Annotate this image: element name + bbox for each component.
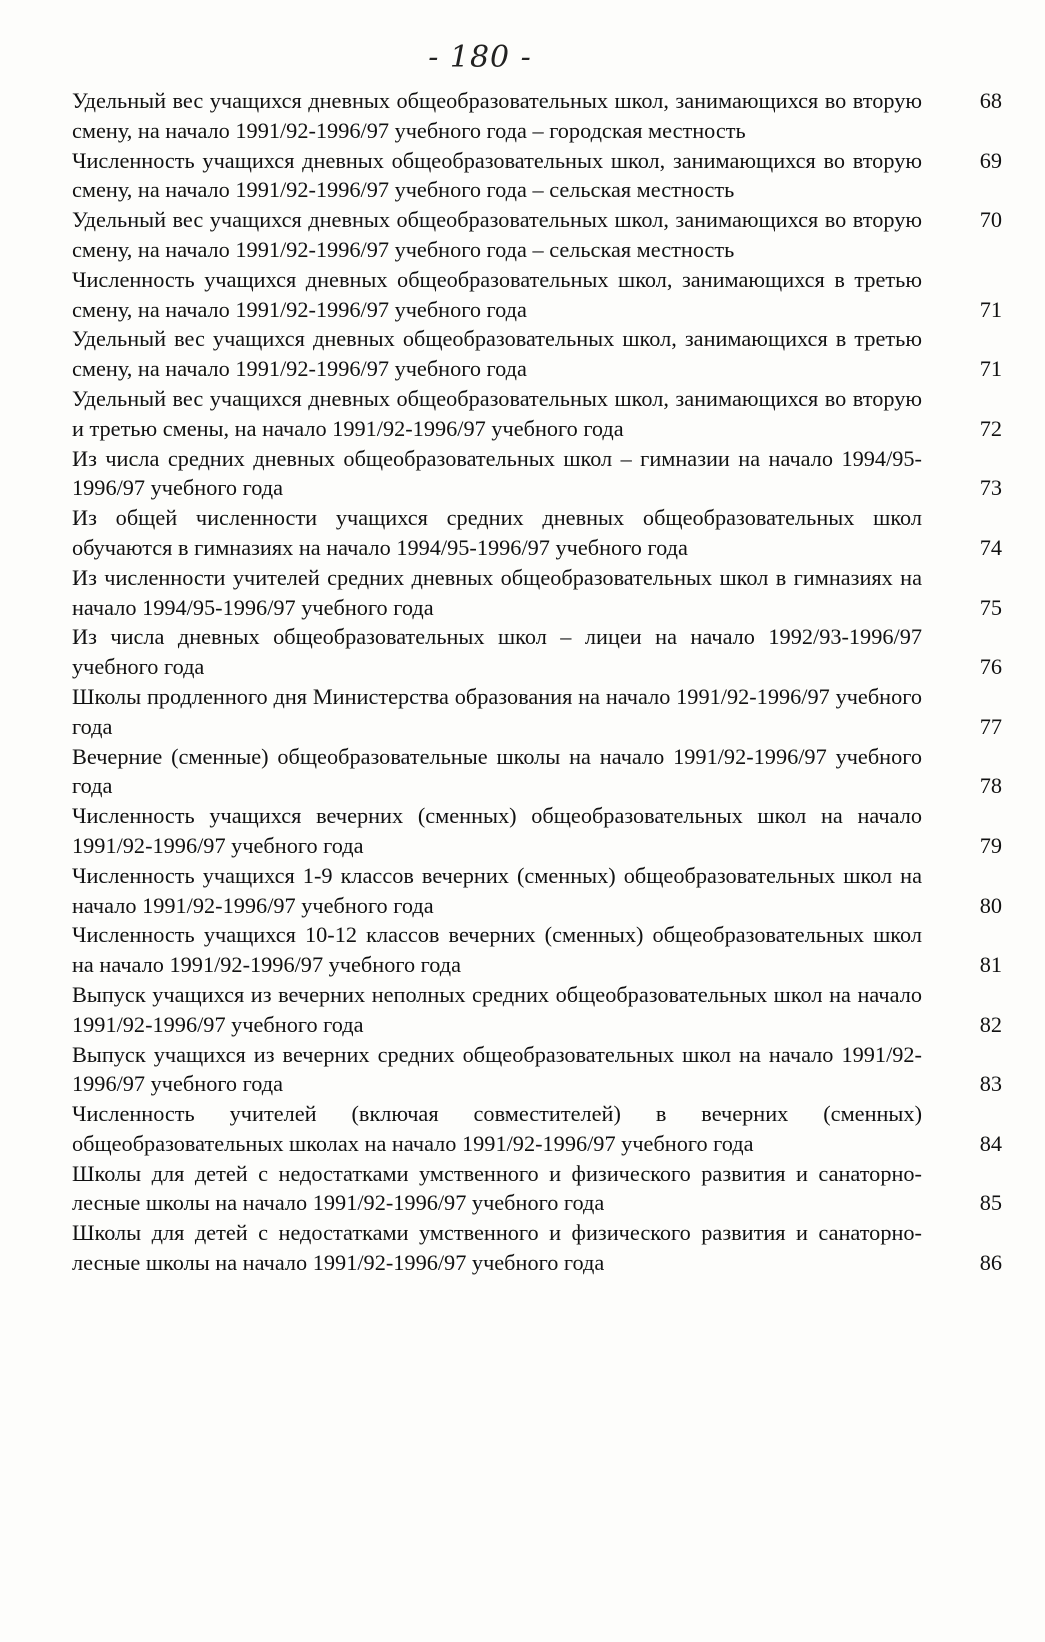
toc-entry-page: 81 bbox=[979, 952, 1002, 978]
page-number: - 180 - bbox=[428, 40, 532, 75]
toc-entry-page: 86 bbox=[979, 1250, 1002, 1276]
toc-entry bbox=[72, 1159, 1002, 1219]
toc-entry-title: Удельный вес учащихся дневных общеобразовательных школ, занимающихся в третью смену, на начало 1991/92-1996/97 учебного года bbox=[72, 326, 922, 382]
toc-entry-page: 71 bbox=[979, 296, 1002, 322]
toc-entry bbox=[72, 324, 1002, 384]
toc-entry-title: Удельный вес учащихся дневных общеобразовательных школ, занимающихся во вторую и третью смены, на начало 1991/92-1996/97 учебного года bbox=[72, 385, 922, 441]
toc-entry bbox=[72, 444, 1002, 504]
toc-entry-title: Удельный вес учащихся дневных общеобразовательных школ, занимающихся во вторую смену, на начало 1991/92-1996/97 учебного года – сельская местность bbox=[72, 207, 922, 262]
toc-entry bbox=[72, 384, 1002, 444]
toc-entry-page: 75 bbox=[979, 594, 1002, 620]
toc-entry-title: Численность учащихся дневных общеобразовательных школ, занимающихся во вторую смену, на начало 1991/92-1996/97 учебного года – сельская местность bbox=[72, 147, 922, 203]
toc-entry-title: Численность учащихся 1-9 классов вечерних (сменных) общеобразовательных школ на начало 1991/92-1996/97 учебного года bbox=[72, 862, 922, 918]
toc-entry-title: Из числа средних дневных общеобразовательных школ – гимназии на начало 1994/95-1996/97 учебного года bbox=[72, 445, 922, 501]
toc-entry bbox=[72, 980, 1002, 1040]
toc-entry bbox=[72, 265, 1002, 325]
toc-entry-title: Удельный вес учащихся дневных общеобразовательных школ, занимающихся во вторую смену, на начало 1991/92-1996/97 учебного года – городская местность bbox=[72, 88, 922, 143]
toc-entry-page: 84 bbox=[979, 1130, 1002, 1156]
toc-entry-page: 72 bbox=[979, 415, 1002, 441]
toc-entry bbox=[72, 920, 1002, 980]
toc-entry-title: Численность учителей (включая совместителей) в вечерних (сменных) общеобразовательных школах на начало 1991/92-1996/97 учебного года bbox=[72, 1101, 922, 1156]
toc-entry bbox=[72, 146, 1002, 206]
toc-entry-title: Численность учащихся дневных общеобразовательных школ, занимающихся в третью смену, на начало 1991/92-1996/97 учебного года bbox=[72, 266, 922, 322]
toc-entry bbox=[72, 1218, 1002, 1278]
toc-entry bbox=[72, 861, 1002, 921]
toc-entry bbox=[72, 682, 1002, 742]
toc-entry bbox=[72, 622, 1002, 682]
toc-entry-page: 80 bbox=[979, 892, 1002, 918]
toc-entry-page: 79 bbox=[979, 832, 1002, 858]
toc-entry-page: 71 bbox=[979, 356, 1002, 382]
toc-entry-page: 77 bbox=[979, 713, 1002, 739]
toc-entry bbox=[72, 801, 1002, 861]
toc-entry-title: Выпуск учащихся из вечерних средних общеобразовательных школ на начало 1991/92-1996/97 учебного года bbox=[72, 1041, 922, 1097]
toc-entry-title: Из численности учителей средних дневных общеобразовательных школ в гимназиях на начало 1994/95-1996/97 учебного года bbox=[72, 564, 922, 620]
toc-entry-page: 83 bbox=[979, 1071, 1002, 1097]
toc-entry-page: 69 bbox=[979, 147, 1002, 173]
toc-entry bbox=[72, 86, 1002, 146]
toc-entry bbox=[72, 563, 1002, 623]
toc-entry-page: 78 bbox=[979, 773, 1002, 799]
toc-entry-page: 76 bbox=[979, 654, 1002, 680]
toc-entry-title: Школы продленного дня Министерства образования на начало 1991/92-1996/97 учебного года bbox=[72, 683, 922, 739]
toc-entry-title: Выпуск учащихся из вечерних неполных средних общеобразовательных школ на начало 1991/92-1996/97 учебного года bbox=[72, 981, 922, 1037]
toc-entry bbox=[72, 742, 1002, 802]
table-of-contents bbox=[72, 86, 1002, 1278]
toc-entry-title: Школы для детей с недостатками умственного и физического развития и санаторно-лесные школы на начало 1991/92-1996/97 учебного года bbox=[72, 1220, 922, 1276]
toc-entry-title: Численность учащихся вечерних (сменных) общеобразовательных школ на начало 1991/92-1996/97 учебного года bbox=[72, 803, 922, 858]
toc-entry-page: 82 bbox=[979, 1011, 1002, 1037]
toc-entry-title: Из числа дневных общеобразовательных школ – лицеи на начало 1992/93-1996/97 учебного года bbox=[72, 624, 922, 680]
toc-entry-title: Численность учащихся 10-12 классов вечерних (сменных) общеобразовательных школ на начало 1991/92-1996/97 учебного года bbox=[72, 922, 922, 978]
toc-entry-title: Вечерние (сменные) общеобразовательные школы на начало 1991/92-1996/97 учебного года bbox=[72, 743, 922, 799]
toc-entry-title: Из общей численности учащихся средних дневных общеобразовательных школ обучаются в гимназиях на начало 1994/95-1996/97 учебного года bbox=[72, 505, 922, 560]
toc-entry-page: 68 bbox=[979, 88, 1002, 113]
toc-entry bbox=[72, 1099, 1002, 1159]
toc-entry bbox=[72, 1040, 1002, 1100]
toc-entry bbox=[72, 503, 1002, 563]
toc-entry bbox=[72, 205, 1002, 265]
toc-entry-page: 85 bbox=[979, 1190, 1002, 1216]
toc-entry-page: 73 bbox=[979, 475, 1002, 501]
toc-entry-page: 70 bbox=[979, 207, 1002, 233]
toc-entry-title: Школы для детей с недостатками умственного и физического развития и санаторно-лесные школы на начало 1991/92-1996/97 учебного года bbox=[72, 1160, 922, 1216]
toc-entry-page: 74 bbox=[979, 534, 1002, 560]
